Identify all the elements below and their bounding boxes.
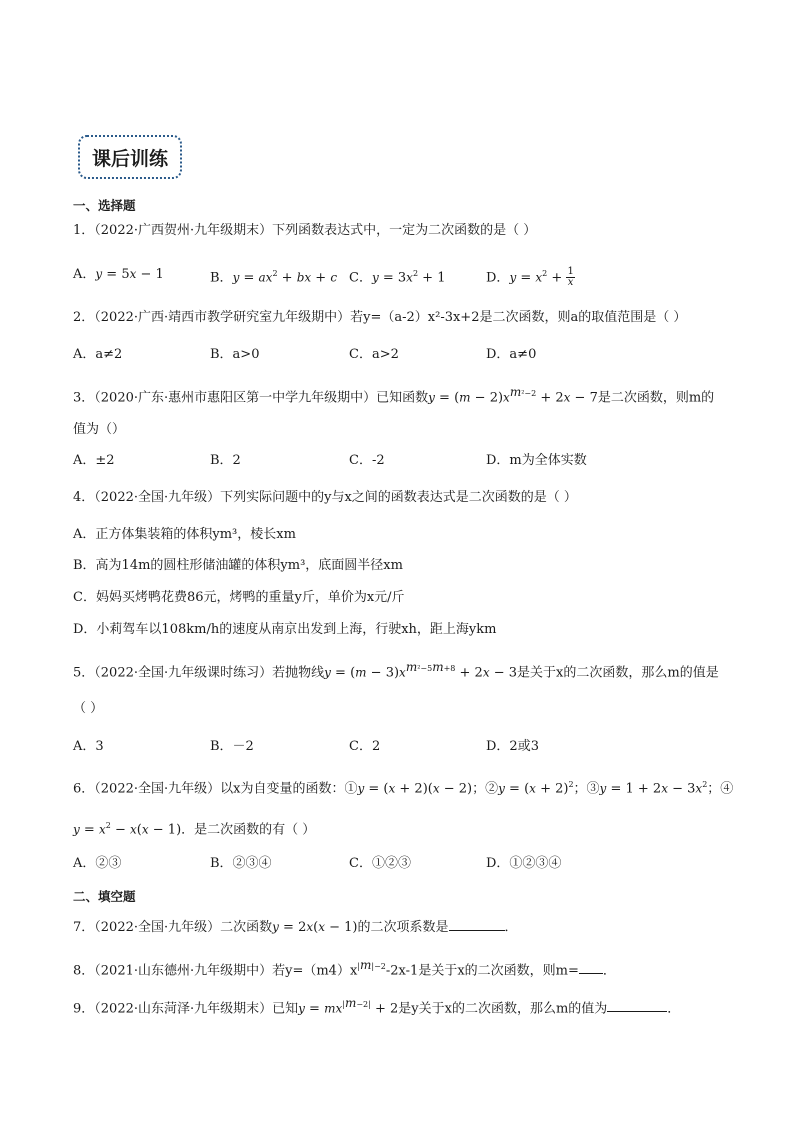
section-fill-title: 二、填空题 xyxy=(73,889,136,904)
question-6: 6．（2022·全国·九年级）以x为自变量的函数：①y = (x + 2)(x − 2)；②y = $(x + 2)^2$；③y = $1 + 2x - 3x^2$；④ xyxy=(73,780,734,797)
q1-option-c: C．$y = 3x^2 + 1$ xyxy=(349,269,446,286)
question-5-cont: （ ） xyxy=(73,701,104,716)
q6-option-a: A．②③ xyxy=(73,856,122,871)
q4-option-d: D．小莉驾车以108km/h的速度从南京出发到上海，行驶xh，距上海ykm xyxy=(73,622,497,637)
question-6-cont: $y = x^2 - x(x - 1)$．是二次函数的有（ ） xyxy=(73,821,316,838)
q6-option-c: C．①②③ xyxy=(349,856,411,871)
q2-option-b: B．a>0 xyxy=(210,347,260,362)
question-3: 3．（2020·广东·惠州市惠阳区第一中学九年级期中）已知函数$y = (m - 2)x^{m^2-2} + 2x - 7$是二次函数，则m的 xyxy=(73,385,715,406)
q2-option-c: C．a>2 xyxy=(349,347,399,362)
question-4: 4．（2022·全国·九年级）下列实际问题中的y与x之间的函数表达式是二次函数的是（ ） xyxy=(73,490,577,505)
q3-option-b: B．2 xyxy=(210,453,241,468)
question-6-options xyxy=(73,855,723,873)
q5-option-a: A．3 xyxy=(73,739,104,754)
q3-option-a: A．±2 xyxy=(73,453,115,468)
q5-option-b: B．－2 xyxy=(210,739,254,754)
q5-option-c: C．2 xyxy=(349,739,381,754)
q9-answer-blank[interactable] xyxy=(607,999,667,1012)
q3-option-d: D．m为全体实数 xyxy=(486,453,587,468)
q2-option-d: D．a≠0 xyxy=(486,347,537,362)
q2-option-a: A．a≠2 xyxy=(73,347,123,362)
question-1: 1．（2022·广西贺州·九年级期末）下列函数表达式中，一定为二次函数的是（ ） xyxy=(73,223,537,238)
q4-option-c: C．妈妈买烤鸭花费86元，烤鸭的重量y斤，单价为x元/斤 xyxy=(73,590,405,605)
question-2-options xyxy=(73,346,723,364)
question-9: 9．（2022·山东菏泽·九年级期末）已知$y = mx^{|m-2|} + 2$是y关于x的二次函数，那么m的值为 ． xyxy=(73,996,681,1017)
q3-option-c: C．-2 xyxy=(349,453,385,468)
q7-answer-blank[interactable] xyxy=(449,918,505,931)
section-heading: 课后训练 xyxy=(91,147,168,170)
q3-formula: y xyxy=(428,390,435,405)
q1-option-a: A．y = 5x − 1 xyxy=(73,267,164,282)
question-7: 7．（2022·全国·九年级）二次函数y = 2x(x − 1)的二次项系数是 ． xyxy=(73,920,518,935)
q8-answer-blank[interactable] xyxy=(579,961,603,974)
question-3-cont: 值为（） xyxy=(73,422,126,437)
q1-option-b: B．$y = ax^2$ + bx + c xyxy=(210,269,338,286)
section-choice-title: 一、选择题 xyxy=(73,198,136,213)
q4-option-a: A．正方体集装箱的体积ym³，棱长xm xyxy=(73,527,296,542)
section-heading-box xyxy=(78,135,182,179)
q5-option-d: D．2或3 xyxy=(486,739,539,754)
question-1-options xyxy=(73,265,723,289)
question-5: 5．（2022·全国·九年级课时练习）若抛物线$y = (m - 3)x^{m^2-5m+8} + 2x - 3$是关于x的二次函数，那么m的值是 xyxy=(73,660,719,681)
q1-option-d: D．$y = x^2$ + $\frac{1}{x}$ xyxy=(486,266,574,289)
q4-option-b: B．高为14m的圆柱形储油罐的体积ym³，底面圆半径xm xyxy=(73,558,403,573)
q5-formula: y xyxy=(324,665,331,680)
question-8: 8．（2021·山东德州·九年级期中）若$y=(m4)x^{|m|-2}-2x-1$是关于x的二次函数，则m= ． xyxy=(73,958,616,979)
q6-option-d: D．①②③④ xyxy=(486,856,562,871)
question-2: 2．（2022·广西·靖西市教学研究室九年级期中）若y=（a-2）x²-3x+2是二次函数，则a的取值范围是（ ） xyxy=(73,310,687,325)
question-5-options xyxy=(73,738,723,756)
q6-option-b: B．②③④ xyxy=(210,856,272,871)
question-3-options xyxy=(73,452,723,470)
